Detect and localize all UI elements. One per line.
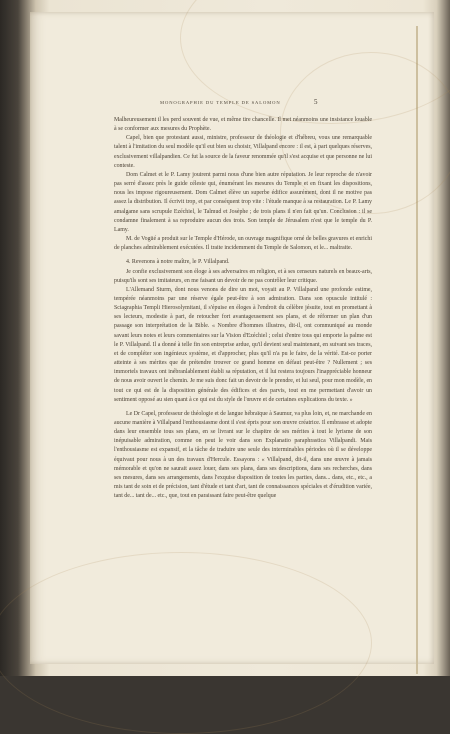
paragraph: M. de Vogüé a produit sur le Temple d'Hérode, un ouvrage magnifique orné de belles gravures et enrichi de planches admirablement exécutées. Il traite incidemment du Temple de Salomon, et le... maltraite. [114, 236, 372, 252]
running-head: MONOGRAPHIE DU TEMPLE DE SALOMON [160, 100, 281, 105]
water-stain [0, 552, 372, 734]
paragraph: Dom Calmet et le P. Lamy jouirent parmi nous d'une bien autre réputation. Je leur reproche de n'avoir pas serré d'assez près le guide céleste qui, énumérant les mesures du Temple et en fixant les dispositions, nous les impose rigoureusement. Dom Calmet élève un superbe édifice assurément, dont il ne motive pas assez la distribution. Il écrivit trop, et par conséquent trop vite : l'étude manque à sa restauration. Le P. Lamy amalgame sans scrupule Ezéchiel, le Talmud et Josèphe ; de trois plans il n'en fait qu'un. Conclusion : il se condamne finalement à sa reproduire aucun des trois. Son temple de Jérusalem n'est que le temple du P. Lamy. [114, 171, 372, 233]
paragraph: Le Dr Capel, professeur de théologie et de langue hébraïque à Saumur, va plus loin, et, ne marchande en aucune manière à Villalpand l'enthousiasme dont il s'est épris pour son œuvre créatrice. Il embrasse et adopte dans leur ensemble tous ses plans, en se livrant sur le chapitre de ses mérites à tout le lyrisme de son inépuisable admiration, comme on peut le voir dans son Explanatio paraphrastica Villalpandi. Mais l'enthousiasme est expansif, et la tâche de traduire une seule des interminables périodes où il se développe équivaut pour nous à un des travaux d'Hercule. Essayons : « Villalpand, dit-il, dans une œuvre à jamais mémorable et qu'on ne saurait assez louer, dans ses plans, dans ses descriptions, dans ses recherches, dans ses mesures, dans ses arrangements, dans l'exquise disposition de toutes les parties, dans... dans, etc., etc., a mis tant de soin et de précision, tant d'étude et tant d'art, tant de connaissances spéciales et d'érudition variée, tant de... tant de... etc., que, tout en paraissant faire peut-être quelque [114, 410, 372, 500]
paragraph: Malheureusement il les perd souvent de vue, et même tire chancelle. Il met néanmoins une insistance louable à se conformer aux mesures du Prophète. [114, 117, 372, 133]
page-header [30, 100, 434, 110]
page-number: 5 [314, 98, 318, 106]
body-text [114, 116, 372, 501]
paragraph: Capel, bien que protestant aussi, ministre, professeur de théologie et d'hébreu, vous une remarquable talent à l'imitation du seul modèle qu'il eut bien su choisir, Villalpand encore : il est, à part quelques réserves, exclusivement villalpandien. Ce fut la source de la faveur renommée qu'il s'est acquise et que personne ne lui conteste. [114, 135, 372, 169]
paragraph: L'Allemand Sturm, dont nous venons de dire un mot, voyait au P. Villalpand une profonde estime, tempérée néanmoins par une réserve égale peut-être à son admiration. Dans son opuscule intitulé : Sciagraphia Templi Hierosolymitani, il s'épuise en éloges à l'endroit du célèbre jésuite, tout en promettant à ses lecteurs, modestie à part, de retoucher fort avantageusement ses plans, et de réformer un plan d'un passage son interprétation de la Bible. « Nombre d'hommes illustres, dit-il, ont communiqué au monde savant leurs notes et leurs commentaires sur la Vision d'Ezéchiel ; celui d'entre tous qui emporte la palme est le P. Villalpand. Il a donné à telle fin son entreprise ardue, qu'il devient seul maintenant, en suivant ses traces, et de compléter son ingénieux système, et d'approcher, plus qu'il n'a pu le faire, de la vérité. Est-ce porter atteinte à ses mérites que de prétendre trouver ce grand homme en défaut peut-être ? Nullement ; ses immortels travaux ont inébranlablement établi sa réputation, et il lui restera toujours l'inappréciable honneur de nous avoir ouvert le chemin. Je me suis donc fait un devoir de le prendre, et lui seul, pour mon modèle, en tout ce qui est de la disposition générale des édifices et des parvis, tout en me permettant d'avoir un sentiment opposé au sien quant à ce qui est du style de l'œuvre et de certaines explications du texte. » [114, 286, 372, 403]
book-page [30, 12, 434, 664]
paragraph: Je confie exclusivement son éloge à ses adversaires en religion, et à ses censeurs naturels en beaux-arts, puisqu'ils sont ses imitateurs, en me faisant un devoir de ne pas contrôler leur critique. [114, 268, 372, 284]
section-heading: 4. Revenons à notre maître, le P. Villalpand. [126, 259, 230, 266]
